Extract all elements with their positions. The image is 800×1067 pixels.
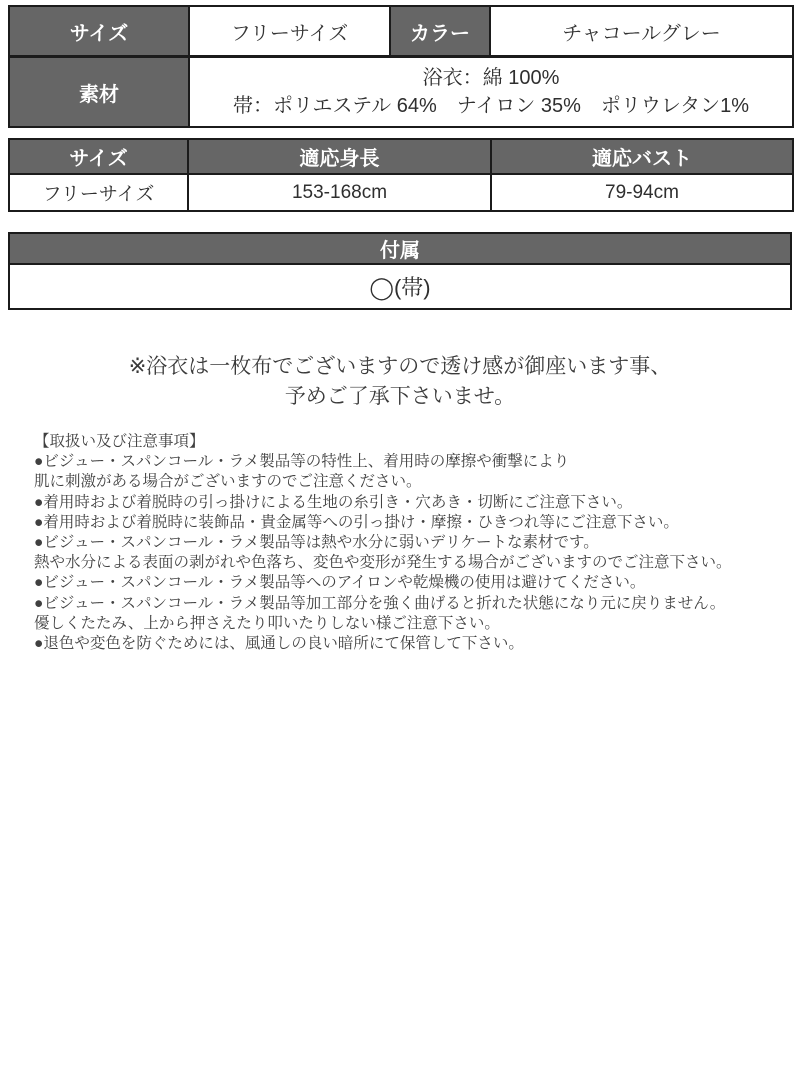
accessory-header-row [9, 233, 791, 264]
accessory-table [8, 232, 792, 310]
care-line: ●着用時および着脱時の引っ掛けによる生地の糸引き・穴あき・切断にご注意下さい。 [34, 493, 633, 511]
color-value-cell: チャコールグレー [490, 6, 793, 57]
size-label-cell: サイズ [9, 6, 189, 57]
color-label-cell: カラー [390, 6, 490, 57]
care-line: 肌に刺激がある場合がございますのでご注意ください。 [34, 473, 422, 491]
bust-cell: 79-94cm [491, 174, 793, 211]
size-cell: フリーサイズ [9, 174, 188, 211]
care-heading: 【取扱い及び注意事項】 [34, 433, 205, 450]
size-col-header: サイズ [9, 139, 188, 174]
notice-line-2: 予めご了承下さいませ。 [284, 385, 516, 408]
care-line: ●ビジュー・スパンコール・ラメ製品等は熱や水分に弱いデリケートな素材です。 [34, 534, 599, 552]
height-col-header: 適応身長 [188, 139, 491, 174]
sheerness-notice [0, 352, 800, 412]
care-line: ●退色や変色を防ぐためには、風通しの良い暗所にて保管して下さい。 [34, 635, 524, 653]
size-chart-data-row [9, 174, 793, 211]
care-line: ●ビジュー・スパンコール・ラメ製品等加工部分を強く曲げると折れた状態になり元に戻りません。 [34, 594, 726, 612]
accessory-value-cell: ◯(帯) [9, 264, 791, 309]
care-line: ●着用時および着脱時に装飾品・貴金属等への引っ掛け・摩擦・ひきつれ等にご注意下さい。 [34, 513, 679, 531]
material-line-2: 帯：ポリエステル 64% ナイロン 35% ポリウレタン1% [232, 95, 750, 117]
material-line-1: 浴衣：綿 100% [422, 67, 560, 89]
bust-col-header: 適応バスト [491, 139, 793, 174]
care-line: 優しくたたみ、上から押さえたり叩いたりしない様ご注意下さい。 [34, 614, 500, 632]
care-instructions [34, 432, 776, 654]
size-chart-header-row [9, 139, 793, 174]
accessory-header-cell: 付属 [9, 233, 791, 264]
material-label-cell: 素材 [9, 57, 189, 128]
size-chart-table [8, 138, 794, 212]
spec-table [8, 5, 794, 128]
spec-size-color-row [9, 6, 793, 57]
accessory-data-row [9, 264, 791, 309]
size-value-cell: フリーサイズ [189, 6, 390, 57]
care-line: ●ビジュー・スパンコール・ラメ製品等の特性上、着用時の摩擦や衝撃により [34, 453, 570, 471]
care-line: 熱や水分による表面の剥がれや色落ち、変色や変形が発生する場合がございますのでご注意下さい。 [34, 554, 732, 572]
height-cell: 153-168cm [188, 174, 491, 211]
spec-material-row [9, 57, 793, 128]
care-line: ●ビジュー・スパンコール・ラメ製品等へのアイロンや乾燥機の使用は避けてください。 [34, 574, 646, 592]
notice-line-1: ※浴衣は一枚布でございますので透け感が御座います事、 [128, 355, 672, 378]
material-value-cell [189, 57, 793, 128]
